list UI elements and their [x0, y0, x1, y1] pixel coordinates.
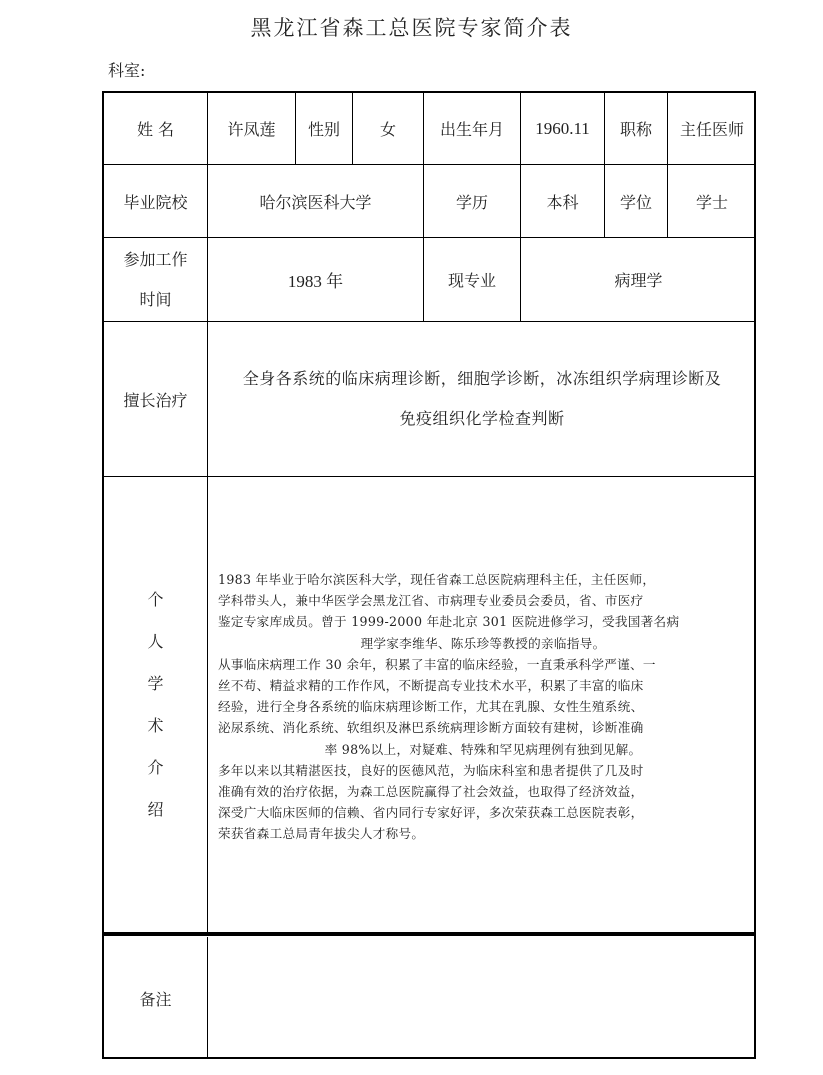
intro-label — [104, 477, 208, 932]
major-value: 病理学 — [521, 238, 756, 322]
intro-line: 泌尿系统、消化系统、软组织及淋巴系统病理诊断方面较有建树，诊断准确 — [218, 720, 644, 736]
school-value: 哈尔滨医科大学 — [208, 165, 424, 238]
name-label: 姓 名 — [104, 93, 208, 165]
degree-value: 学士 — [668, 165, 756, 238]
birth-value: 1960.11 — [521, 93, 605, 165]
expert-profile-table — [102, 91, 756, 1059]
specialty-value — [208, 322, 756, 477]
intro-text — [208, 477, 756, 932]
gender-label: 性别 — [296, 93, 353, 165]
intro-label-char: 学 — [147, 673, 164, 693]
title-value: 主任医师 — [668, 93, 756, 165]
work-start-label — [104, 238, 208, 322]
intro-label-char: 绍 — [147, 799, 164, 819]
remarks-value — [208, 937, 756, 1059]
work-start-label-line1: 参加工作 — [123, 249, 188, 269]
intro-line: 深受广大临床医师的信赖、省内同行专家好评，多次荣获森工总医院表彰， — [218, 805, 644, 821]
work-start-label-line2: 时间 — [139, 289, 172, 309]
education-value: 本科 — [521, 165, 605, 238]
major-label: 现专业 — [424, 238, 521, 322]
intro-line: 学科带头人，兼中华医学会黑龙江省、市病理专业委员会委员，省、市医疗 — [218, 593, 644, 609]
name-value: 许凤莲 — [208, 93, 296, 165]
specialty-line-2: 免疫组织化学检查判断 — [399, 409, 565, 428]
intro-label-char: 人 — [147, 631, 164, 651]
work-start-value: 1983 年 — [208, 238, 424, 322]
intro-line: 从事临床病理工作 30 余年，积累了丰富的临床经验，一直秉承科学严谨、一 — [218, 656, 656, 672]
education-label: 学历 — [424, 165, 521, 238]
intro-line: 率 98%以上，对疑难、特殊和罕见病理例有独到见解。 — [324, 741, 642, 757]
intro-line: 理学家李维华、陈乐珍等教授的亲临指导。 — [360, 635, 606, 651]
remarks-label: 备注 — [104, 937, 208, 1059]
intro-line: 1983 年毕业于哈尔滨医科大学，现任省森工总医院病理科主任，主任医师， — [218, 572, 656, 587]
title-label: 职称 — [605, 93, 668, 165]
department-label: 科室: — [108, 61, 146, 80]
intro-line: 多年以来以其精湛医技，良好的医德风范，为临床科室和患者提供了几及时 — [218, 762, 644, 778]
intro-line: 准确有效的治疗依据，为森工总医院赢得了社会效益，也取得了经济效益， — [218, 784, 644, 800]
specialty-label: 擅长治疗 — [104, 322, 208, 477]
gender-value: 女 — [353, 93, 424, 165]
specialty-line-1: 全身各系统的临床病理诊断，细胞学诊断，冰冻组织学病理诊断及 — [242, 369, 722, 388]
intro-line: 荣获省森工总局青年拔尖人才称号。 — [218, 826, 425, 842]
intro-label-char: 介 — [147, 757, 164, 777]
intro-line: 丝不苟、精益求精的工作作风，不断提高专业技术水平，积累了丰富的临床 — [218, 678, 644, 694]
intro-line: 鉴定专家库成员。曾于 1999-2000 年赴北京 301 医院进修学习，受我国著名病 — [218, 614, 680, 630]
birth-label: 出生年月 — [424, 93, 521, 165]
double-rule-divider — [102, 932, 756, 936]
intro-label-char: 个 — [147, 589, 164, 609]
school-label: 毕业院校 — [104, 165, 208, 238]
document-title: 黑龙江省森工总医院专家简介表 — [250, 16, 573, 40]
intro-line: 经验，进行全身各系统的临床病理诊断工作，尤其在乳腺、女性生殖系统、 — [218, 699, 644, 715]
degree-label: 学位 — [605, 165, 668, 238]
intro-label-char: 术 — [147, 715, 164, 735]
